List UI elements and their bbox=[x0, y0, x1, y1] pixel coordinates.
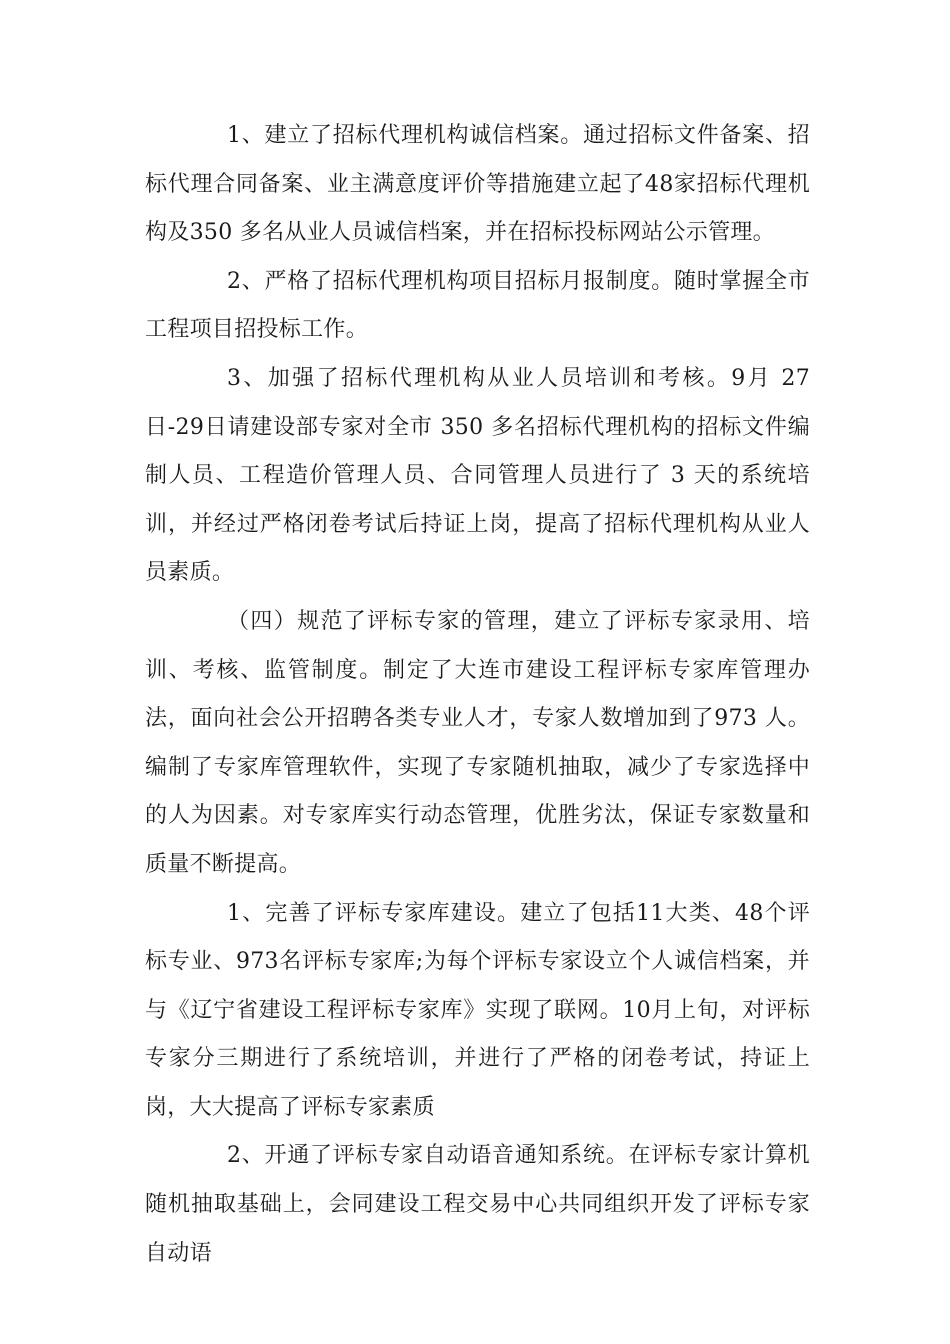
paragraph-expert-management: （四）规范了评标专家的管理，建立了评标专家录用、培训、考核、监管制度。制定了大连市建设工程评标专家库管理办法，面向社会公开招聘各类专业人才，专家人数增加到了973 人。编制了专家库管理软件，实现了专家随机抽取，减少了专家选择中的人为因素。对专家库实行动态管理，优胜劣汰，保证专家数量和质量不断提高。 bbox=[145, 608, 810, 877]
paragraph-agency-credit-records: 1、建立了招标代理机构诚信档案。通过招标文件备案、招标代理合同备案、业主满意度评价等措施建立起了48家招标代理机构及350 多名从业人员诚信档案，并在招标投标网站公示管理。 bbox=[145, 123, 810, 246]
document-body bbox=[145, 112, 810, 1278]
paragraph-expert-database: 1、完善了评标专家库建设。建立了包括11大类、48个评标专业、973名评标专家库;为每个评标专家设立个人诚信档案，并与《辽宁省建设工程评标专家库》实现了联网。10月上旬，对评标专家分三期进行了系统培训，并进行了严格的闭卷考试，持证上岗，大大提高了评标专家素质 bbox=[145, 900, 810, 1120]
paragraph-voice-notification: 2、开通了评标专家自动语音通知系统。在评标专家计算机随机抽取基础上，会同建设工程交易中心共同组织开发了评标专家自动语 bbox=[145, 1143, 810, 1266]
paragraph-monthly-report-system: 2、严格了招标代理机构项目招标月报制度。随时掌握全市工程项目招投标工作。 bbox=[145, 268, 810, 343]
paragraph-staff-training: 3、加强了招标代理机构从业人员培训和考核。9月 27 日-29日请建设部专家对全市 350 多名招标代理机构的招标文件编制人员、工程造价管理人员、合同管理人员进行了 3 天的系统培训，并经过严格闭卷考试后持证上岗，提高了招标代理机构从业人员素质。 bbox=[145, 365, 810, 586]
